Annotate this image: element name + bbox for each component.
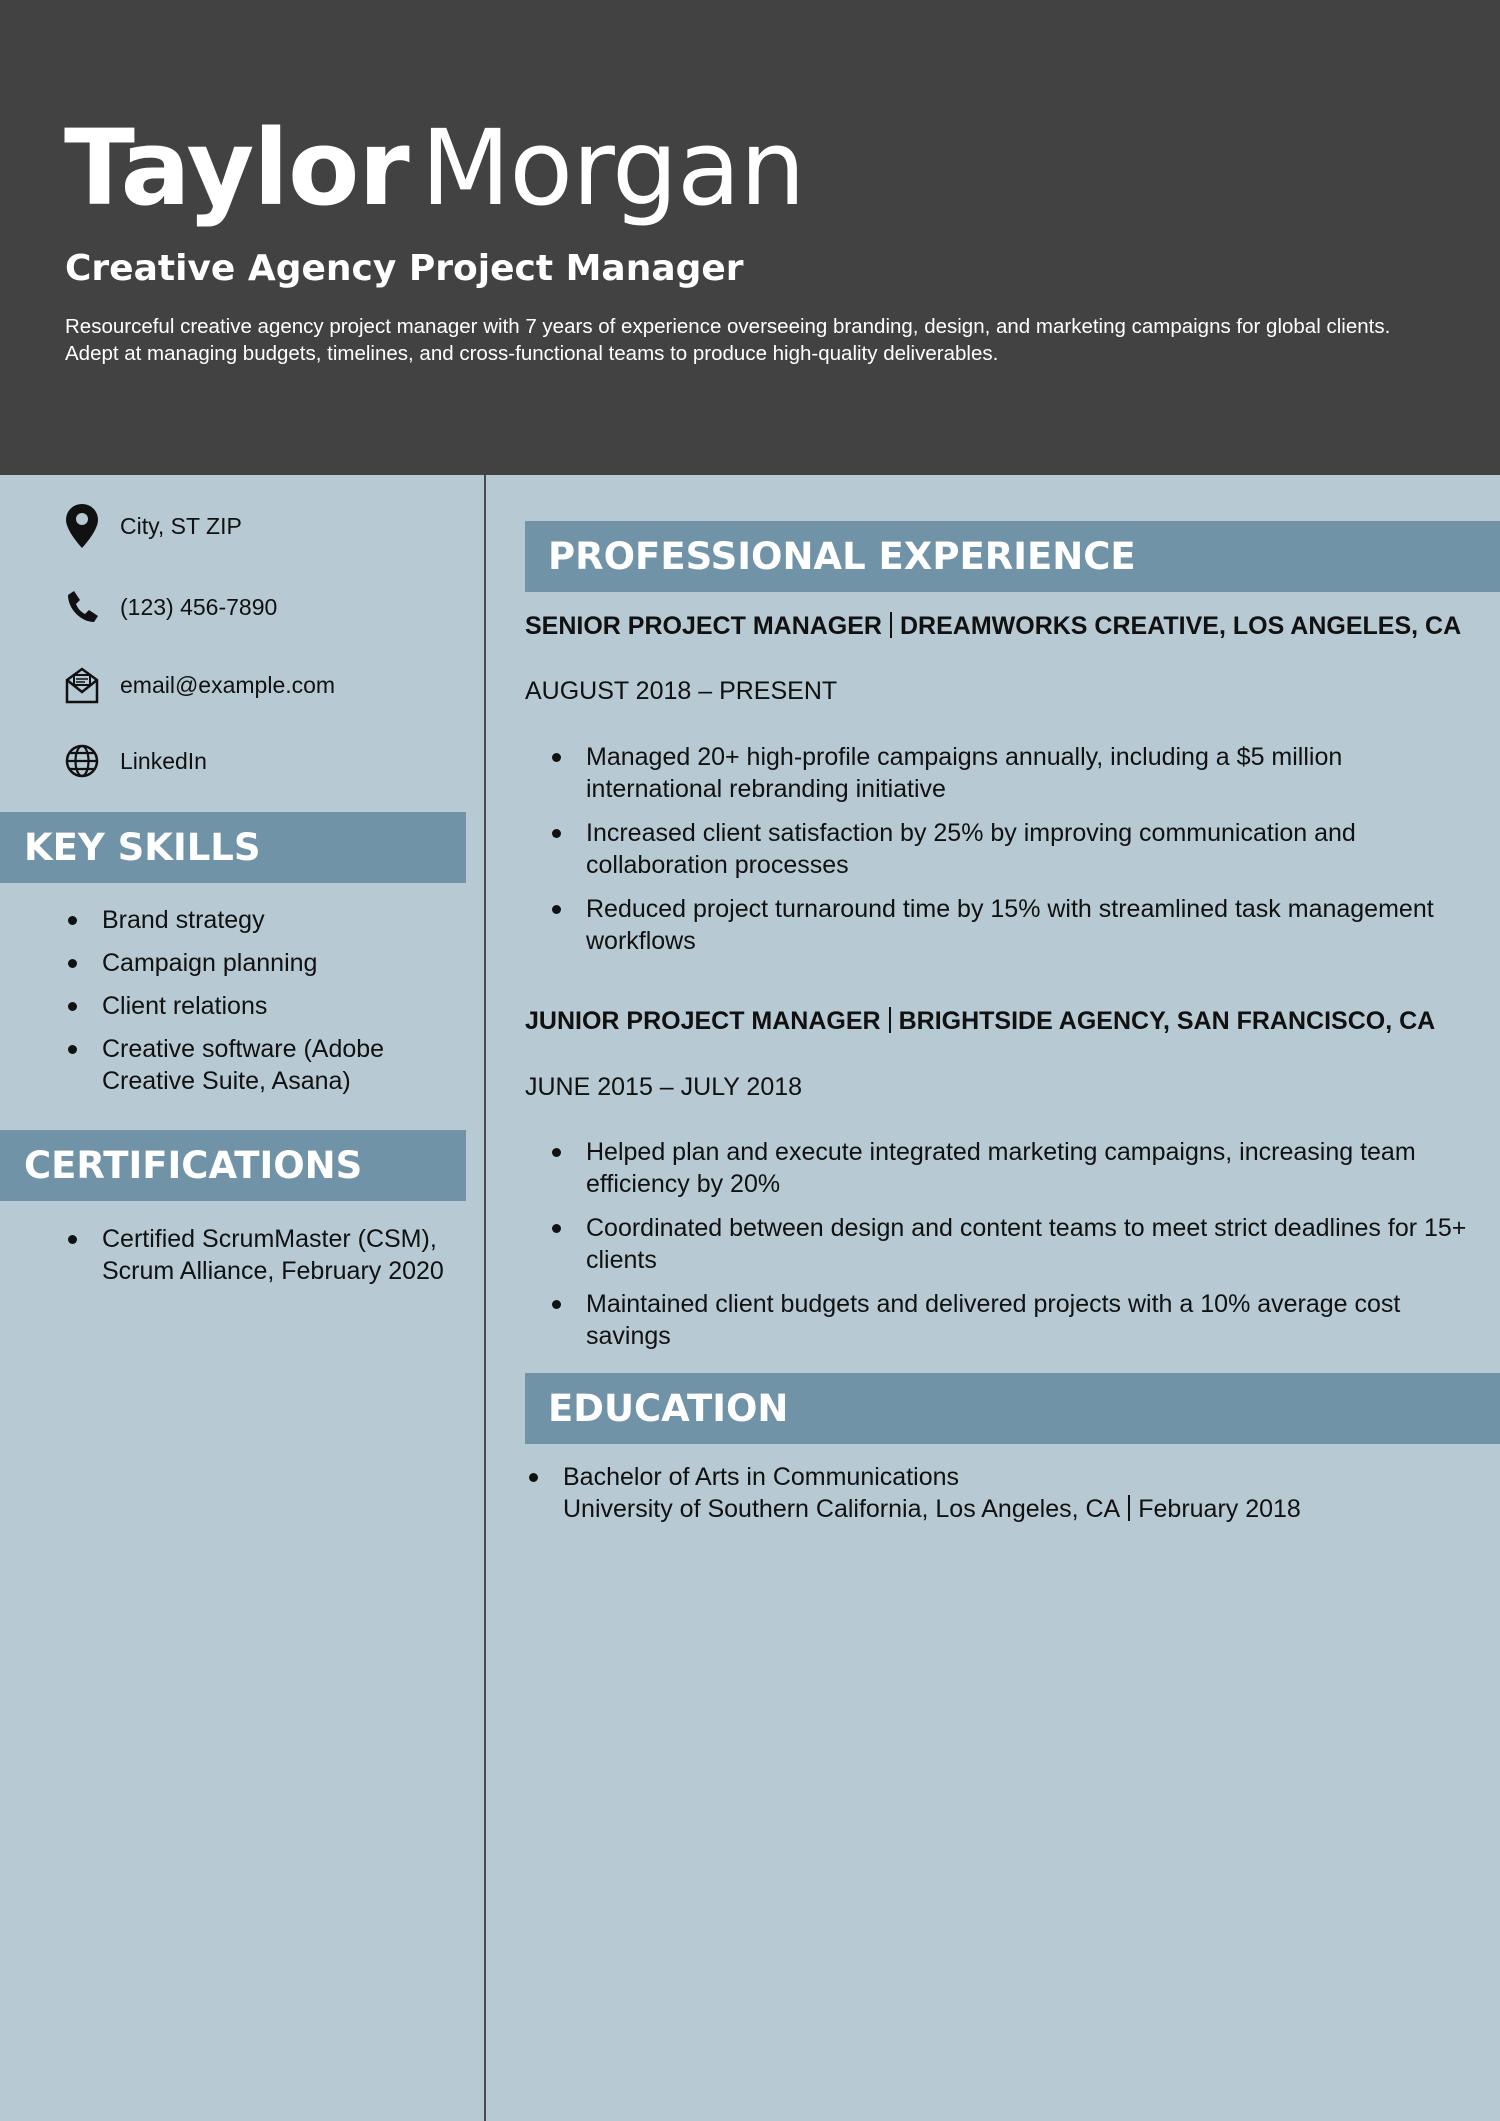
experience-heading: PROFESSIONAL EXPERIENCE bbox=[525, 521, 1500, 592]
email-link[interactable]: email@example.com bbox=[120, 671, 336, 698]
graduation-date: February 2018 bbox=[1138, 1495, 1301, 1523]
header bbox=[0, 0, 1500, 475]
skill-item: Brand strategy bbox=[64, 904, 464, 936]
contact-location bbox=[64, 501, 242, 551]
job-bullet: Maintained client budgets and delivered projects with a 10% average cost savings bbox=[548, 1288, 1468, 1352]
job-bullet: Increased client satisfaction by 25% by improving communication and collaboration processes bbox=[548, 817, 1468, 881]
job-2-bullets bbox=[548, 1136, 1468, 1364]
certification-item: Certified ScrumMaster (CSM), Scrum Alliance, February 2020 bbox=[64, 1223, 474, 1287]
skill-item: Creative software (Adobe Creative Suite, Asana) bbox=[64, 1033, 464, 1097]
contact-email bbox=[64, 660, 335, 710]
skill-item: Campaign planning bbox=[64, 947, 464, 979]
certifications-list bbox=[64, 1223, 474, 1287]
job-1-heading bbox=[525, 610, 1475, 642]
job-company: BRIGHTSIDE AGENCY, SAN FRANCISCO, CA bbox=[898, 1007, 1436, 1035]
skills-heading: KEY SKILLS bbox=[0, 812, 466, 883]
first-name: Taylor bbox=[64, 107, 409, 229]
job-bullet: Helped plan and execute integrated marketing campaigns, increasing team efficiency by 20% bbox=[548, 1136, 1468, 1200]
envelope-icon bbox=[64, 663, 100, 707]
job-2-heading bbox=[525, 1005, 1475, 1037]
separator bbox=[1128, 1495, 1130, 1521]
job-2-dates: JUNE 2015 – JULY 2018 bbox=[525, 1073, 803, 1101]
job-company: DREAMWORKS CREATIVE, LOS ANGELES, CA bbox=[899, 612, 1462, 640]
phone-icon bbox=[64, 585, 100, 629]
certifications-heading: CERTIFICATIONS bbox=[0, 1130, 466, 1201]
education-list bbox=[525, 1461, 1485, 1525]
contact-phone bbox=[64, 582, 277, 632]
school: University of Southern California, Los Angeles, CA bbox=[563, 1495, 1121, 1523]
location-pin-icon bbox=[64, 504, 100, 548]
candidate-name bbox=[64, 108, 805, 228]
contact-linkedin bbox=[64, 736, 207, 786]
job-bullet: Coordinated between design and content teams to meet strict deadlines for 15+ clients bbox=[548, 1212, 1468, 1276]
skill-item: Client relations bbox=[64, 990, 464, 1022]
location-text: City, ST ZIP bbox=[120, 512, 242, 539]
column-divider bbox=[484, 475, 486, 2121]
education-heading: EDUCATION bbox=[525, 1373, 1500, 1444]
job-bullet: Reduced project turnaround time by 15% with streamlined task management workflows bbox=[548, 893, 1468, 957]
job-bullet: Managed 20+ high-profile campaigns annually, including a $5 million international rebranding initiative bbox=[548, 741, 1468, 805]
last-name: Morgan bbox=[420, 107, 805, 229]
job-1-bullets bbox=[548, 741, 1468, 969]
job-1-dates: AUGUST 2018 – PRESENT bbox=[525, 677, 838, 705]
job-role: JUNIOR PROJECT MANAGER bbox=[525, 1007, 881, 1035]
degree: Bachelor of Arts in Communications bbox=[563, 1463, 960, 1491]
phone-link[interactable]: (123) 456-7890 bbox=[120, 593, 278, 620]
education-item bbox=[525, 1461, 1485, 1525]
globe-icon bbox=[64, 739, 100, 783]
linkedin-link[interactable]: LinkedIn bbox=[120, 747, 207, 774]
summary: Resourceful creative agency project manager with 7 years of experience overseeing branding, design, and marketing campaigns for global clients. Adept at managing budgets, timelines, and cross-functional teams to produce high-quality deliverables. bbox=[65, 315, 1391, 365]
job-title: Creative Agency Project Manager bbox=[65, 248, 744, 289]
separator bbox=[889, 1007, 891, 1033]
separator bbox=[890, 612, 892, 638]
skills-list bbox=[64, 904, 464, 1108]
job-role: SENIOR PROJECT MANAGER bbox=[525, 612, 882, 640]
